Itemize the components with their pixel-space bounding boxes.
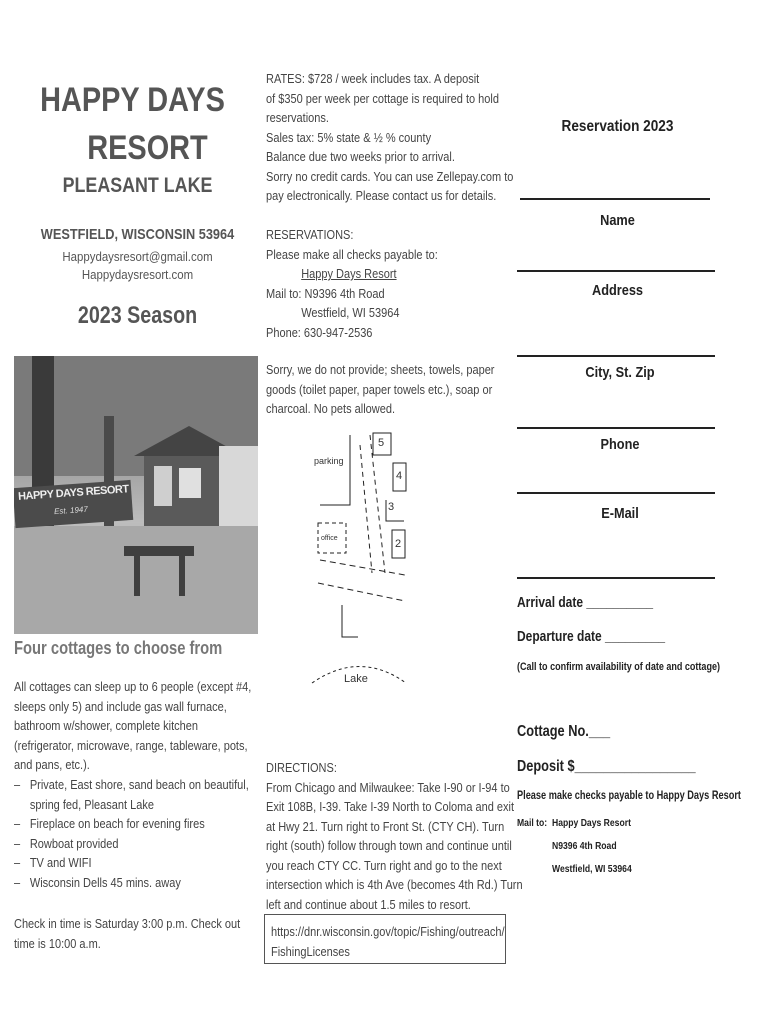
rates-block bbox=[266, 70, 514, 207]
form-title: Reservation 2023 bbox=[561, 118, 674, 135]
form-mail-name: Happy Days Resort bbox=[552, 817, 631, 829]
title-line1: HAPPY DAYS bbox=[40, 81, 225, 119]
email-text: Happydaysresort@gmail.com bbox=[62, 249, 213, 264]
cottage-number-field[interactable]: Cottage No.___ bbox=[517, 723, 611, 740]
email-entry-line[interactable] bbox=[517, 577, 715, 579]
photo-sign-text: HAPPY DAYS RESORT bbox=[17, 483, 129, 503]
directions-line: right (south) follow through town and continue until bbox=[266, 839, 512, 853]
fishing-url-line2: FishingLicenses bbox=[271, 944, 350, 959]
deposit-field[interactable]: Deposit $_________________ bbox=[517, 758, 696, 775]
city-line[interactable] bbox=[517, 355, 715, 357]
arrival-date-field[interactable]: Arrival date __________ bbox=[517, 594, 654, 611]
feature-item: – Wisconsin Dells 45 mins. away bbox=[14, 874, 250, 894]
contact-block bbox=[20, 226, 255, 330]
directions-line: left and continue about 1.5 miles to resort. bbox=[266, 897, 471, 912]
fishing-link[interactable] bbox=[271, 923, 505, 962]
departure-date-field[interactable]: Departure date _________ bbox=[517, 628, 666, 645]
directions-line: you reach CTY CC. Turn right and go to the next bbox=[266, 858, 502, 873]
map-cottage-number: 4 bbox=[396, 470, 403, 482]
fishing-url-line1: https://dnr.wisconsin.gov/topic/Fishing/outreach/ bbox=[271, 925, 505, 939]
feature-item: – Rowboat provided bbox=[14, 835, 250, 855]
feature-item: – Fireplace on beach for evening fires bbox=[14, 815, 250, 835]
rates-line: RATES: $728 / week includes tax. A deposit bbox=[266, 72, 480, 86]
resort-photo bbox=[14, 356, 258, 634]
form-mail-city: Westfield, WI 53964 bbox=[552, 863, 632, 875]
policy-line: Sorry, we do not provide; sheets, towels, paper bbox=[266, 363, 495, 377]
address-line[interactable] bbox=[517, 270, 715, 272]
header-block bbox=[20, 76, 255, 198]
directions-line: Exit 108B, I-39. Take I-39 North to Coloma and exit bbox=[266, 800, 515, 814]
map-cottage-number: 2 bbox=[395, 538, 402, 550]
reservations-payable: Please make all checks payable to: bbox=[266, 247, 438, 262]
fishing-link-box[interactable] bbox=[264, 914, 506, 964]
directions-line: From Chicago and Milwaukee: Take I-90 or I-94 to bbox=[266, 780, 510, 795]
address-line: WESTFIELD, WISCONSIN 53964 bbox=[40, 226, 235, 243]
city-label: City, St. Zip bbox=[585, 364, 655, 381]
email-label: E-Mail bbox=[601, 505, 639, 522]
rates-line: Balance due two weeks prior to arrival. bbox=[266, 150, 455, 164]
title-line2: RESORT bbox=[87, 129, 208, 167]
policy-block bbox=[266, 361, 495, 420]
directions-line: intersection which is 4th Ave (becomes 4th Rd.) Turn bbox=[266, 878, 523, 892]
lake-name: PLEASANT LAKE bbox=[62, 174, 213, 197]
resort-map bbox=[300, 425, 520, 695]
form-mail-label: Mail to: bbox=[517, 817, 548, 829]
policy-line: charcoal. No pets allowed. bbox=[266, 402, 396, 416]
address-label: Address bbox=[591, 282, 644, 299]
reservations-payee: Happy Days Resort bbox=[301, 267, 397, 281]
map-cottage-number: 5 bbox=[378, 437, 385, 449]
phone-label: Phone bbox=[600, 436, 640, 453]
feature-item: – TV and WIFI bbox=[14, 854, 250, 874]
map-lake-label: Lake bbox=[344, 673, 368, 685]
name-line[interactable] bbox=[520, 198, 710, 200]
rates-line: reservations. bbox=[266, 111, 329, 125]
rates-line: pay electronically. Please contact us for details. bbox=[266, 189, 497, 203]
phone-line[interactable] bbox=[517, 427, 715, 429]
features-list bbox=[14, 776, 250, 893]
cottages-heading: Four cottages to choose from bbox=[14, 638, 223, 658]
directions-block bbox=[266, 759, 523, 915]
photo-sign-subtext: Est. 1947 bbox=[53, 504, 89, 517]
check-times: Check in time is Saturday 3:00 p.m. Check out time is 10:00 a.m. bbox=[14, 917, 241, 951]
reservations-block bbox=[266, 226, 495, 343]
rates-line: of $350 per week per cottage is required to hold bbox=[266, 91, 499, 106]
map-parking-label: parking bbox=[314, 456, 344, 466]
map-cottage-number: 3 bbox=[388, 501, 395, 513]
form-mail-road: N9396 4th Road bbox=[552, 840, 617, 852]
policy-line: goods (toilet paper, paper towels etc.), soap or bbox=[266, 382, 493, 397]
email-line[interactable] bbox=[517, 492, 715, 494]
rates-line: Sales tax: 5% state & ½ % county bbox=[266, 130, 432, 145]
name-label: Name bbox=[600, 212, 635, 229]
reservations-phone: Phone: 630-947-2536 bbox=[266, 325, 373, 340]
call-note: (Call to confirm availability of date and cottage) bbox=[517, 661, 720, 673]
reservations-city: Westfield, WI 53964 bbox=[301, 306, 400, 320]
map-office-label: office bbox=[321, 535, 338, 542]
feature-item: – Private, East shore, sand beach on beautiful, spring fed, Pleasant Lake bbox=[14, 776, 250, 815]
season-heading: 2023 Season bbox=[77, 302, 198, 329]
reservations-mail: Mail to: N9396 4th Road bbox=[266, 286, 385, 301]
directions-line: at Hwy 21. Turn right to Front St. (CTY CH). Turn bbox=[266, 819, 505, 834]
form-payable-note: Please make checks payable to Happy Days Resort bbox=[517, 790, 741, 802]
reservations-heading: RESERVATIONS: bbox=[266, 228, 354, 242]
rates-line: Sorry no credit cards. You can use Zellepay.com to bbox=[266, 169, 514, 184]
directions-heading: DIRECTIONS: bbox=[266, 761, 337, 775]
cottages-description: All cottages can sleep up to 6 people (except #4, sleeps only 5) and include gas wall furnace, bathroom w/shower, complete kitchen (refrigerator, microwave, range, tableware, pots, and pans, etc.). bbox=[14, 680, 252, 772]
website-text: Happydaysresort.com bbox=[81, 267, 194, 282]
